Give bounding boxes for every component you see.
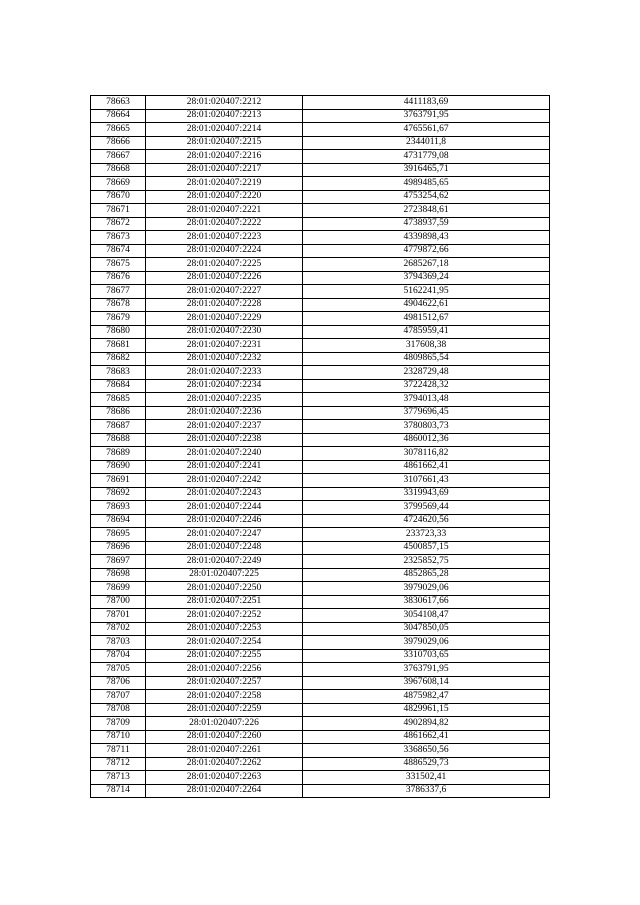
table-row — [91, 420, 550, 434]
cadastral-number-cell: 28:01:020407:2230 — [146, 325, 303, 339]
cadastral-number-cell: 28:01:020407:2253 — [146, 622, 303, 636]
cadastral-value-cell: 4886529,73 — [303, 757, 550, 771]
table-row — [91, 757, 550, 771]
table-row — [91, 379, 550, 393]
table-row — [91, 244, 550, 258]
cadastral-number-cell: 28:01:020407:2257 — [146, 676, 303, 690]
cadastral-number-cell: 28:01:020407:2228 — [146, 298, 303, 312]
cadastral-value-cell: 2328729,48 — [303, 366, 550, 380]
row-number-cell: 78681 — [91, 339, 146, 353]
row-number-cell: 78711 — [91, 744, 146, 758]
cadastral-value-cell: 3794369,24 — [303, 271, 550, 285]
table-row — [91, 447, 550, 461]
table-row — [91, 406, 550, 420]
row-number-cell: 78699 — [91, 582, 146, 596]
table-row — [91, 312, 550, 326]
cadastral-number-cell: 28:01:020407:2241 — [146, 460, 303, 474]
cadastral-number-cell: 28:01:020407:2212 — [146, 96, 303, 110]
row-number-cell: 78698 — [91, 568, 146, 582]
row-number-cell: 78695 — [91, 528, 146, 542]
row-number-cell: 78708 — [91, 703, 146, 717]
table-row — [91, 582, 550, 596]
table-row — [91, 784, 550, 798]
table-row — [91, 325, 550, 339]
row-number-cell: 78673 — [91, 231, 146, 245]
cadastral-value-cell: 4785959,41 — [303, 325, 550, 339]
row-number-cell: 78696 — [91, 541, 146, 555]
cadastral-value-cell: 4753254,62 — [303, 190, 550, 204]
cadastral-number-cell: 28:01:020407:2221 — [146, 204, 303, 218]
cadastral-value-cell: 3107661,43 — [303, 474, 550, 488]
cadastral-value-cell: 4861662,41 — [303, 460, 550, 474]
row-number-cell: 78675 — [91, 258, 146, 272]
cadastral-number-cell: 28:01:020407:2251 — [146, 595, 303, 609]
cadastral-number-cell: 28:01:020407:2231 — [146, 339, 303, 353]
cadastral-value-cell: 3794013,48 — [303, 393, 550, 407]
table-row — [91, 690, 550, 704]
cadastral-number-cell: 28:01:020407:2226 — [146, 271, 303, 285]
row-number-cell: 78704 — [91, 649, 146, 663]
row-number-cell: 78705 — [91, 663, 146, 677]
cadastral-number-cell: 28:01:020407:2215 — [146, 136, 303, 150]
cadastral-value-cell: 233723,33 — [303, 528, 550, 542]
cadastral-number-cell: 28:01:020407:2214 — [146, 123, 303, 137]
table-row — [91, 649, 550, 663]
table-row — [91, 136, 550, 150]
row-number-cell: 78714 — [91, 784, 146, 798]
row-number-cell: 78690 — [91, 460, 146, 474]
cadastral-value-cell: 2325852,75 — [303, 555, 550, 569]
cadastral-number-cell: 28:01:020407:2220 — [146, 190, 303, 204]
table-row — [91, 501, 550, 515]
row-number-cell: 78712 — [91, 757, 146, 771]
cadastral-value-cell: 3779696,45 — [303, 406, 550, 420]
cadastral-value-table — [90, 95, 550, 798]
cadastral-number-cell: 28:01:020407:2223 — [146, 231, 303, 245]
row-number-cell: 78697 — [91, 555, 146, 569]
cadastral-value-cell: 2344011,8 — [303, 136, 550, 150]
cadastral-number-cell: 28:01:020407:2219 — [146, 177, 303, 191]
row-number-cell: 78667 — [91, 150, 146, 164]
cadastral-value-cell: 3368650,56 — [303, 744, 550, 758]
row-number-cell: 78670 — [91, 190, 146, 204]
cadastral-value-cell: 3967608,14 — [303, 676, 550, 690]
table-row — [91, 298, 550, 312]
cadastral-number-cell: 28:01:020407:2261 — [146, 744, 303, 758]
cadastral-value-cell: 3916465,71 — [303, 163, 550, 177]
cadastral-number-cell: 28:01:020407:226 — [146, 717, 303, 731]
cadastral-number-cell: 28:01:020407:2244 — [146, 501, 303, 515]
cadastral-number-cell: 28:01:020407:2229 — [146, 312, 303, 326]
row-number-cell: 78686 — [91, 406, 146, 420]
table-row — [91, 217, 550, 231]
cadastral-number-cell: 28:01:020407:2248 — [146, 541, 303, 555]
table-row — [91, 622, 550, 636]
row-number-cell: 78680 — [91, 325, 146, 339]
cadastral-value-cell: 3830617,66 — [303, 595, 550, 609]
cadastral-number-cell: 28:01:020407:2224 — [146, 244, 303, 258]
cadastral-value-cell: 4829961,15 — [303, 703, 550, 717]
cadastral-number-cell: 28:01:020407:2243 — [146, 487, 303, 501]
row-number-cell: 78664 — [91, 109, 146, 123]
cadastral-value-cell: 3786337,6 — [303, 784, 550, 798]
cadastral-number-cell: 28:01:020407:2254 — [146, 636, 303, 650]
cadastral-value-cell: 4809865,54 — [303, 352, 550, 366]
cadastral-value-cell: 3763791,95 — [303, 109, 550, 123]
cadastral-number-cell: 28:01:020407:2252 — [146, 609, 303, 623]
cadastral-number-cell: 28:01:020407:2216 — [146, 150, 303, 164]
table-row — [91, 393, 550, 407]
cadastral-number-cell: 28:01:020407:2263 — [146, 771, 303, 785]
table-row — [91, 190, 550, 204]
cadastral-value-cell: 3319943,69 — [303, 487, 550, 501]
cadastral-value-cell: 4861662,41 — [303, 730, 550, 744]
cadastral-number-cell: 28:01:020407:2249 — [146, 555, 303, 569]
cadastral-value-cell: 4765561,67 — [303, 123, 550, 137]
table-row — [91, 339, 550, 353]
table-row — [91, 285, 550, 299]
cadastral-value-cell: 3078116,82 — [303, 447, 550, 461]
cadastral-number-cell: 28:01:020407:2235 — [146, 393, 303, 407]
table-row — [91, 204, 550, 218]
cadastral-number-cell: 28:01:020407:2259 — [146, 703, 303, 717]
cadastral-number-cell: 28:01:020407:2246 — [146, 514, 303, 528]
cadastral-value-cell: 4904622,61 — [303, 298, 550, 312]
cadastral-number-cell: 28:01:020407:2255 — [146, 649, 303, 663]
cadastral-value-cell: 4860012,36 — [303, 433, 550, 447]
cadastral-value-cell: 4411183,69 — [303, 96, 550, 110]
cadastral-number-cell: 28:01:020407:2240 — [146, 447, 303, 461]
row-number-cell: 78679 — [91, 312, 146, 326]
cadastral-number-cell: 28:01:020407:2264 — [146, 784, 303, 798]
table-row — [91, 366, 550, 380]
row-number-cell: 78685 — [91, 393, 146, 407]
row-number-cell: 78706 — [91, 676, 146, 690]
cadastral-number-cell: 28:01:020407:2236 — [146, 406, 303, 420]
cadastral-value-cell: 3763791,95 — [303, 663, 550, 677]
cadastral-number-cell: 28:01:020407:2256 — [146, 663, 303, 677]
cadastral-value-cell: 3054108,47 — [303, 609, 550, 623]
row-number-cell: 78691 — [91, 474, 146, 488]
cadastral-value-cell: 4981512,67 — [303, 312, 550, 326]
cadastral-value-cell: 4724620,56 — [303, 514, 550, 528]
cadastral-value-cell: 4779872,66 — [303, 244, 550, 258]
table-row — [91, 730, 550, 744]
cadastral-value-cell: 4731779,08 — [303, 150, 550, 164]
cadastral-number-cell: 28:01:020407:2242 — [146, 474, 303, 488]
row-number-cell: 78692 — [91, 487, 146, 501]
table-row — [91, 460, 550, 474]
row-number-cell: 78694 — [91, 514, 146, 528]
cadastral-number-cell: 28:01:020407:2222 — [146, 217, 303, 231]
cadastral-value-cell: 3310703,65 — [303, 649, 550, 663]
table-row — [91, 703, 550, 717]
table-row — [91, 744, 550, 758]
cadastral-value-cell: 4875982,47 — [303, 690, 550, 704]
row-number-cell: 78663 — [91, 96, 146, 110]
row-number-cell: 78713 — [91, 771, 146, 785]
row-number-cell: 78684 — [91, 379, 146, 393]
cadastral-number-cell: 28:01:020407:2237 — [146, 420, 303, 434]
row-number-cell: 78700 — [91, 595, 146, 609]
table-body — [91, 96, 550, 798]
table-row — [91, 163, 550, 177]
cadastral-value-cell: 3047850,05 — [303, 622, 550, 636]
row-number-cell: 78678 — [91, 298, 146, 312]
row-number-cell: 78687 — [91, 420, 146, 434]
cadastral-value-cell: 4339898,43 — [303, 231, 550, 245]
row-number-cell: 78701 — [91, 609, 146, 623]
cadastral-value-cell: 3780803,73 — [303, 420, 550, 434]
cadastral-number-cell: 28:01:020407:2213 — [146, 109, 303, 123]
table-row — [91, 595, 550, 609]
table-row — [91, 514, 550, 528]
table-row — [91, 555, 550, 569]
row-number-cell: 78665 — [91, 123, 146, 137]
table-row — [91, 663, 550, 677]
cadastral-value-cell: 4738937,59 — [303, 217, 550, 231]
table-row — [91, 433, 550, 447]
row-number-cell: 78688 — [91, 433, 146, 447]
cadastral-value-cell: 2723848,61 — [303, 204, 550, 218]
cadastral-value-cell: 317608,38 — [303, 339, 550, 353]
table-row — [91, 123, 550, 137]
cadastral-value-cell: 3979029,06 — [303, 582, 550, 596]
table-row — [91, 474, 550, 488]
cadastral-number-cell: 28:01:020407:2247 — [146, 528, 303, 542]
cadastral-value-cell: 3722428,32 — [303, 379, 550, 393]
cadastral-number-cell: 28:01:020407:2225 — [146, 258, 303, 272]
cadastral-number-cell: 28:01:020407:2262 — [146, 757, 303, 771]
table-row — [91, 771, 550, 785]
row-number-cell: 78672 — [91, 217, 146, 231]
table-row — [91, 109, 550, 123]
table-row — [91, 231, 550, 245]
cadastral-number-cell: 28:01:020407:2238 — [146, 433, 303, 447]
row-number-cell: 78671 — [91, 204, 146, 218]
table-row — [91, 150, 550, 164]
table-row — [91, 271, 550, 285]
row-number-cell: 78710 — [91, 730, 146, 744]
row-number-cell: 78666 — [91, 136, 146, 150]
cadastral-value-cell: 4902894,82 — [303, 717, 550, 731]
table-row — [91, 541, 550, 555]
table-row — [91, 258, 550, 272]
row-number-cell: 78677 — [91, 285, 146, 299]
table-row — [91, 676, 550, 690]
row-number-cell: 78682 — [91, 352, 146, 366]
row-number-cell: 78709 — [91, 717, 146, 731]
cadastral-value-cell: 5162241,95 — [303, 285, 550, 299]
cadastral-value-cell: 3799569,44 — [303, 501, 550, 515]
row-number-cell: 78668 — [91, 163, 146, 177]
cadastral-number-cell: 28:01:020407:2260 — [146, 730, 303, 744]
table-row — [91, 609, 550, 623]
cadastral-value-cell: 4500857,15 — [303, 541, 550, 555]
row-number-cell: 78676 — [91, 271, 146, 285]
table-row — [91, 528, 550, 542]
table-row — [91, 487, 550, 501]
table-row — [91, 177, 550, 191]
row-number-cell: 78707 — [91, 690, 146, 704]
cadastral-number-cell: 28:01:020407:2234 — [146, 379, 303, 393]
cadastral-value-cell: 4852865,28 — [303, 568, 550, 582]
table-row — [91, 568, 550, 582]
cadastral-value-cell: 4989485,65 — [303, 177, 550, 191]
cadastral-number-cell: 28:01:020407:2217 — [146, 163, 303, 177]
cadastral-number-cell: 28:01:020407:2258 — [146, 690, 303, 704]
table-row — [91, 636, 550, 650]
table-row — [91, 352, 550, 366]
row-number-cell: 78689 — [91, 447, 146, 461]
table-row — [91, 717, 550, 731]
cadastral-value-cell: 3979029,06 — [303, 636, 550, 650]
row-number-cell: 78674 — [91, 244, 146, 258]
cadastral-value-cell: 331502,41 — [303, 771, 550, 785]
row-number-cell: 78703 — [91, 636, 146, 650]
cadastral-value-cell: 2685267,18 — [303, 258, 550, 272]
row-number-cell: 78702 — [91, 622, 146, 636]
cadastral-number-cell: 28:01:020407:2233 — [146, 366, 303, 380]
cadastral-number-cell: 28:01:020407:2227 — [146, 285, 303, 299]
cadastral-number-cell: 28:01:020407:225 — [146, 568, 303, 582]
table-row — [91, 96, 550, 110]
cadastral-number-cell: 28:01:020407:2232 — [146, 352, 303, 366]
row-number-cell: 78669 — [91, 177, 146, 191]
row-number-cell: 78683 — [91, 366, 146, 380]
row-number-cell: 78693 — [91, 501, 146, 515]
cadastral-number-cell: 28:01:020407:2250 — [146, 582, 303, 596]
